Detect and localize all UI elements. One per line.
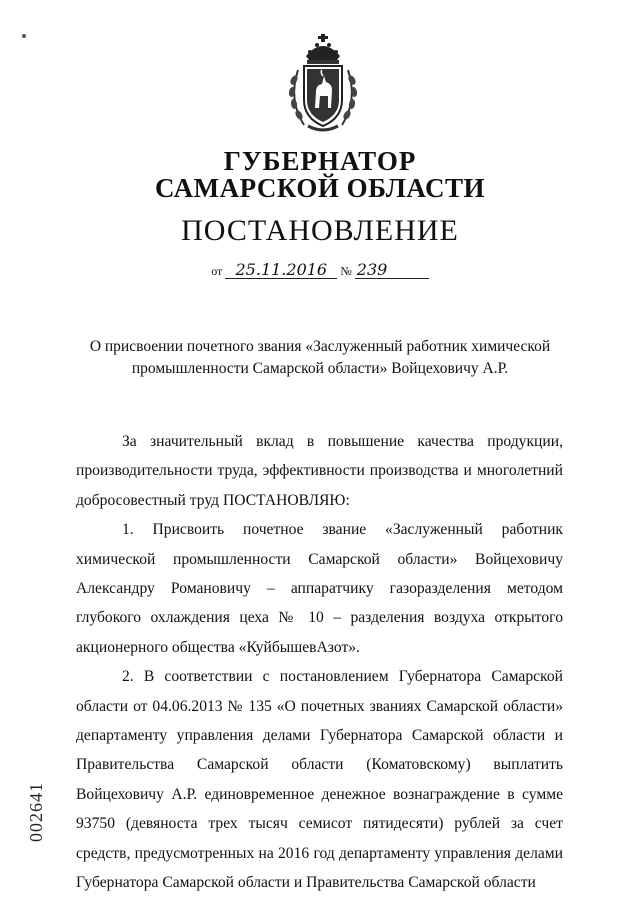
document-body: [76, 427, 563, 898]
handwritten-date: 25.11.2016: [225, 262, 337, 279]
body-paragraph-item-2: 2. В соответствии с постановлением Губернатора Самарской области от 04.06.2013 № 135 «О почетных званиях Самарской области» департаменту управления делами Губернатора Самарской области и Правительства Самарской области (Коматовскому) выплатить Войцеховичу А.Р. единовременное денежное вознаграждение в сумме 93750 (девяноста трех тысяч семисот пятидесяти) рублей за счет средств, предусмотренных на 2016 год департаменту управления делами Губернатора Самарской области и Правительства Самарской области: [76, 668, 563, 892]
date-number-line: [0, 262, 640, 279]
date-prefix: от: [211, 264, 223, 278]
body-paragraph-preamble: За значительный вклад в повышение качества продукции, производительности труда, эффективности производства и многолетний добросовестный труд ПОСТАНОВЛЯЮ:: [76, 433, 563, 509]
body-paragraph-item-1: 1. Присвоить почетное звание «Заслуженный работник химической промышленности Самарской области» Войцеховичу Александру Романовичу – аппаратчику газоразделения методом глубокого охлаждения цеха № 10 – разделения воздуха открытого акционерного общества «КуйбышевАзот».: [76, 521, 563, 656]
number-prefix: №: [340, 264, 352, 278]
samara-coat-of-arms-icon: [282, 30, 364, 135]
registration-side-number: 002641: [26, 782, 46, 842]
document-subject: О присвоении почетного звания «Заслуженный работник химической промышленности Самарской области» Войцеховичу А.Р.: [89, 338, 551, 377]
scan-speck: [22, 34, 26, 38]
issuer-title-line1: ГУБЕРНАТОР: [223, 146, 417, 176]
handwritten-number: 239: [355, 262, 429, 279]
document-type: ПОСТАНОВЛЕНИЕ: [181, 214, 459, 247]
issuer-title-line2: САМАРСКОЙ ОБЛАСТИ: [154, 173, 486, 203]
